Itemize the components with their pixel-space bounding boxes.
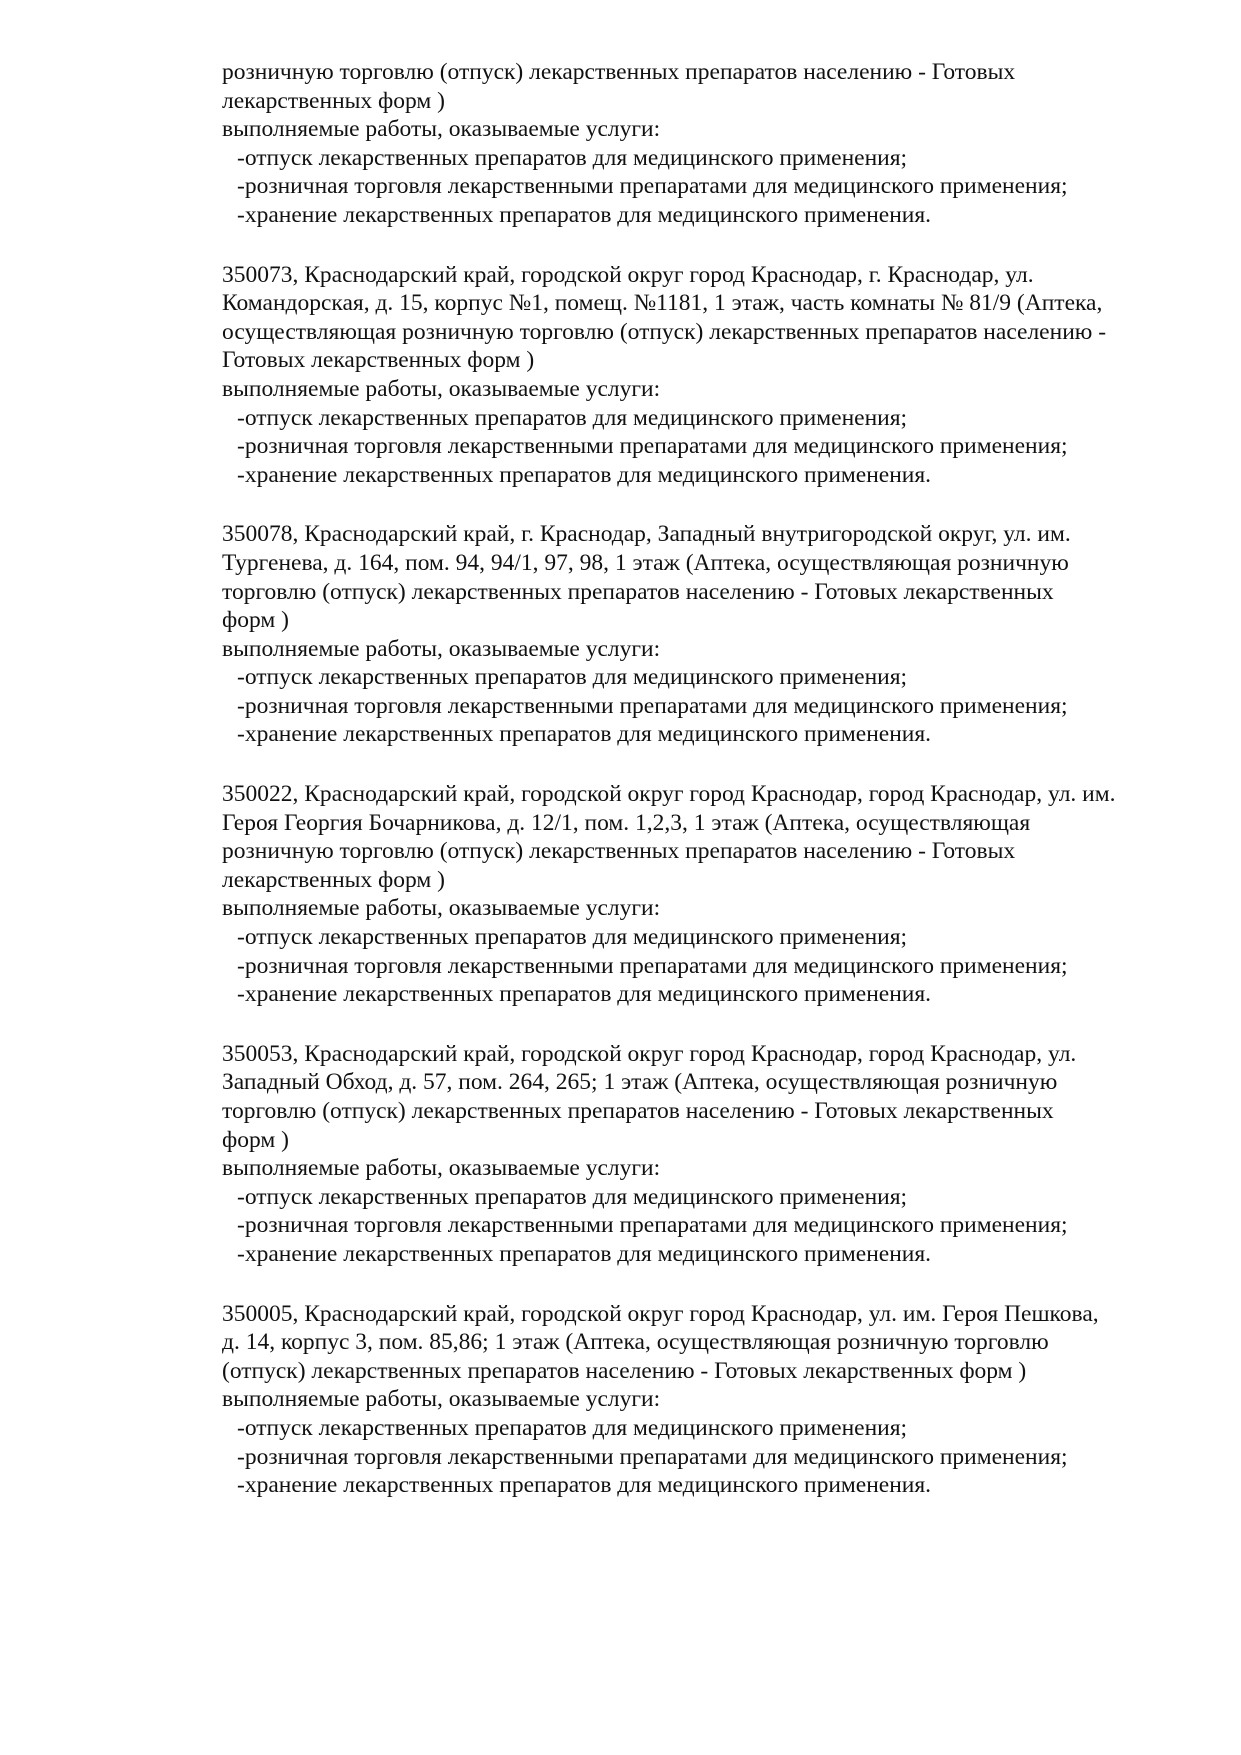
service-item: -розничная торговля лекарственными препаратами для медицинского применения; <box>237 692 1068 719</box>
service-item: -отпуск лекарственных препаратов для медицинского применения; <box>237 1414 908 1441</box>
address-line: д. 14, корпус 3, пом. 85,86; 1 этаж (Аптека, осуществляющая розничную торговлю <box>222 1329 1049 1356</box>
address-entry <box>222 780 1197 1009</box>
service-item: -хранение лекарственных препаратов для медицинского применения. <box>237 201 932 228</box>
address-line: Западный Обход, д. 57, пом. 264, 265; 1 этаж (Аптека, осуществляющая розничную <box>222 1069 1058 1096</box>
address-line: Героя Георгия Бочарникова, д. 12/1, пом. 1,2,3, 1 этаж (Аптека, осуществляющая <box>222 809 1031 836</box>
address-line: форм ) <box>222 607 289 634</box>
services-label: выполняемые работы, оказываемые услуги: <box>222 1155 661 1182</box>
service-item: -розничная торговля лекарственными препаратами для медицинского применения; <box>237 433 1068 460</box>
services-label: выполняемые работы, оказываемые услуги: <box>222 895 661 922</box>
address-line: осуществляющая розничную торговлю (отпуск) лекарственных препаратов населению - <box>222 318 1107 345</box>
service-item: -хранение лекарственных препаратов для медицинского применения. <box>237 721 932 748</box>
address-line: лекарственных форм ) <box>222 866 445 893</box>
address-entry <box>222 1300 1197 1500</box>
spacer <box>222 1269 1197 1300</box>
service-item: -розничная торговля лекарственными препаратами для медицинского применения; <box>237 952 1068 979</box>
spacer <box>222 230 1197 261</box>
service-item: -хранение лекарственных препаратов для медицинского применения. <box>237 1472 932 1499</box>
address-line: 350005, Краснодарский край, городской округ город Краснодар, ул. им. Героя Пешкова, <box>222 1300 1099 1327</box>
document-body <box>222 58 1197 1500</box>
service-item: -отпуск лекарственных препаратов для медицинского применения; <box>237 144 908 171</box>
service-item: -хранение лекарственных препаратов для медицинского применения. <box>237 461 932 488</box>
spacer <box>222 749 1197 780</box>
address-line: 350078, Краснодарский край, г. Краснодар, Западный внутригородской округ, ул. им. <box>222 521 1071 548</box>
spacer <box>222 1009 1197 1040</box>
address-line: торговлю (отпуск) лекарственных препаратов населению - Готовых лекарственных <box>222 578 1054 605</box>
address-line: 350053, Краснодарский край, городской округ город Краснодар, город Краснодар, ул. <box>222 1040 1077 1067</box>
address-line: Тургенева, д. 164, пом. 94, 94/1, 97, 98, 1 этаж (Аптека, осуществляющая розничную <box>222 549 1069 576</box>
service-item: -розничная торговля лекарственными препаратами для медицинского применения; <box>237 1212 1068 1239</box>
address-line: торговлю (отпуск) лекарственных препаратов населению - Готовых лекарственных <box>222 1098 1054 1124</box>
block-continuation <box>222 58 1197 230</box>
service-item: -розничная торговля лекарственными препаратами для медицинского применения; <box>237 173 1068 200</box>
service-item: -отпуск лекарственных препаратов для медицинского применения; <box>237 404 908 431</box>
address-line: розничную торговлю (отпуск) лекарственных препаратов населению - Готовых <box>222 838 1016 865</box>
address-entry <box>222 520 1197 749</box>
service-item: -хранение лекарственных препаратов для медицинского применения. <box>237 1240 932 1267</box>
services-label: выполняемые работы, оказываемые услуги: <box>222 116 661 143</box>
service-item: -отпуск лекарственных препаратов для медицинского применения; <box>237 1183 908 1210</box>
service-item: -отпуск лекарственных препаратов для медицинского применения; <box>237 924 908 951</box>
address-line: 350022, Краснодарский край, городской округ город Краснодар, город Краснодар, ул. им. <box>222 781 1116 808</box>
service-item: -отпуск лекарственных препаратов для медицинского применения; <box>237 664 908 691</box>
address-line: (отпуск) лекарственных препаратов населению - Готовых лекарственных форм ) <box>222 1357 1027 1384</box>
services-label: выполняемые работы, оказываемые услуги: <box>222 375 661 402</box>
spacer <box>222 489 1197 520</box>
service-item: -хранение лекарственных препаратов для медицинского применения. <box>237 981 932 1008</box>
address-line: Командорская, д. 15, корпус №1, помещ. №1181, 1 этаж, часть комнаты № 81/9 (Аптека, <box>222 290 1103 317</box>
address-line: лекарственных форм ) <box>222 87 445 114</box>
address-line: форм ) <box>222 1126 289 1153</box>
address-entry <box>222 261 1197 490</box>
address-line: розничную торговлю (отпуск) лекарственных препаратов населению - Готовых <box>222 59 1016 85</box>
address-entry <box>222 1040 1197 1269</box>
services-label: выполняемые работы, оказываемые услуги: <box>222 1386 661 1413</box>
service-item: -розничная торговля лекарственными препаратами для медицинского применения; <box>237 1443 1068 1470</box>
services-label: выполняемые работы, оказываемые услуги: <box>222 635 661 662</box>
address-line: 350073, Краснодарский край, городской округ город Краснодар, г. Краснодар, ул. <box>222 261 1034 288</box>
address-line: Готовых лекарственных форм ) <box>222 347 535 374</box>
